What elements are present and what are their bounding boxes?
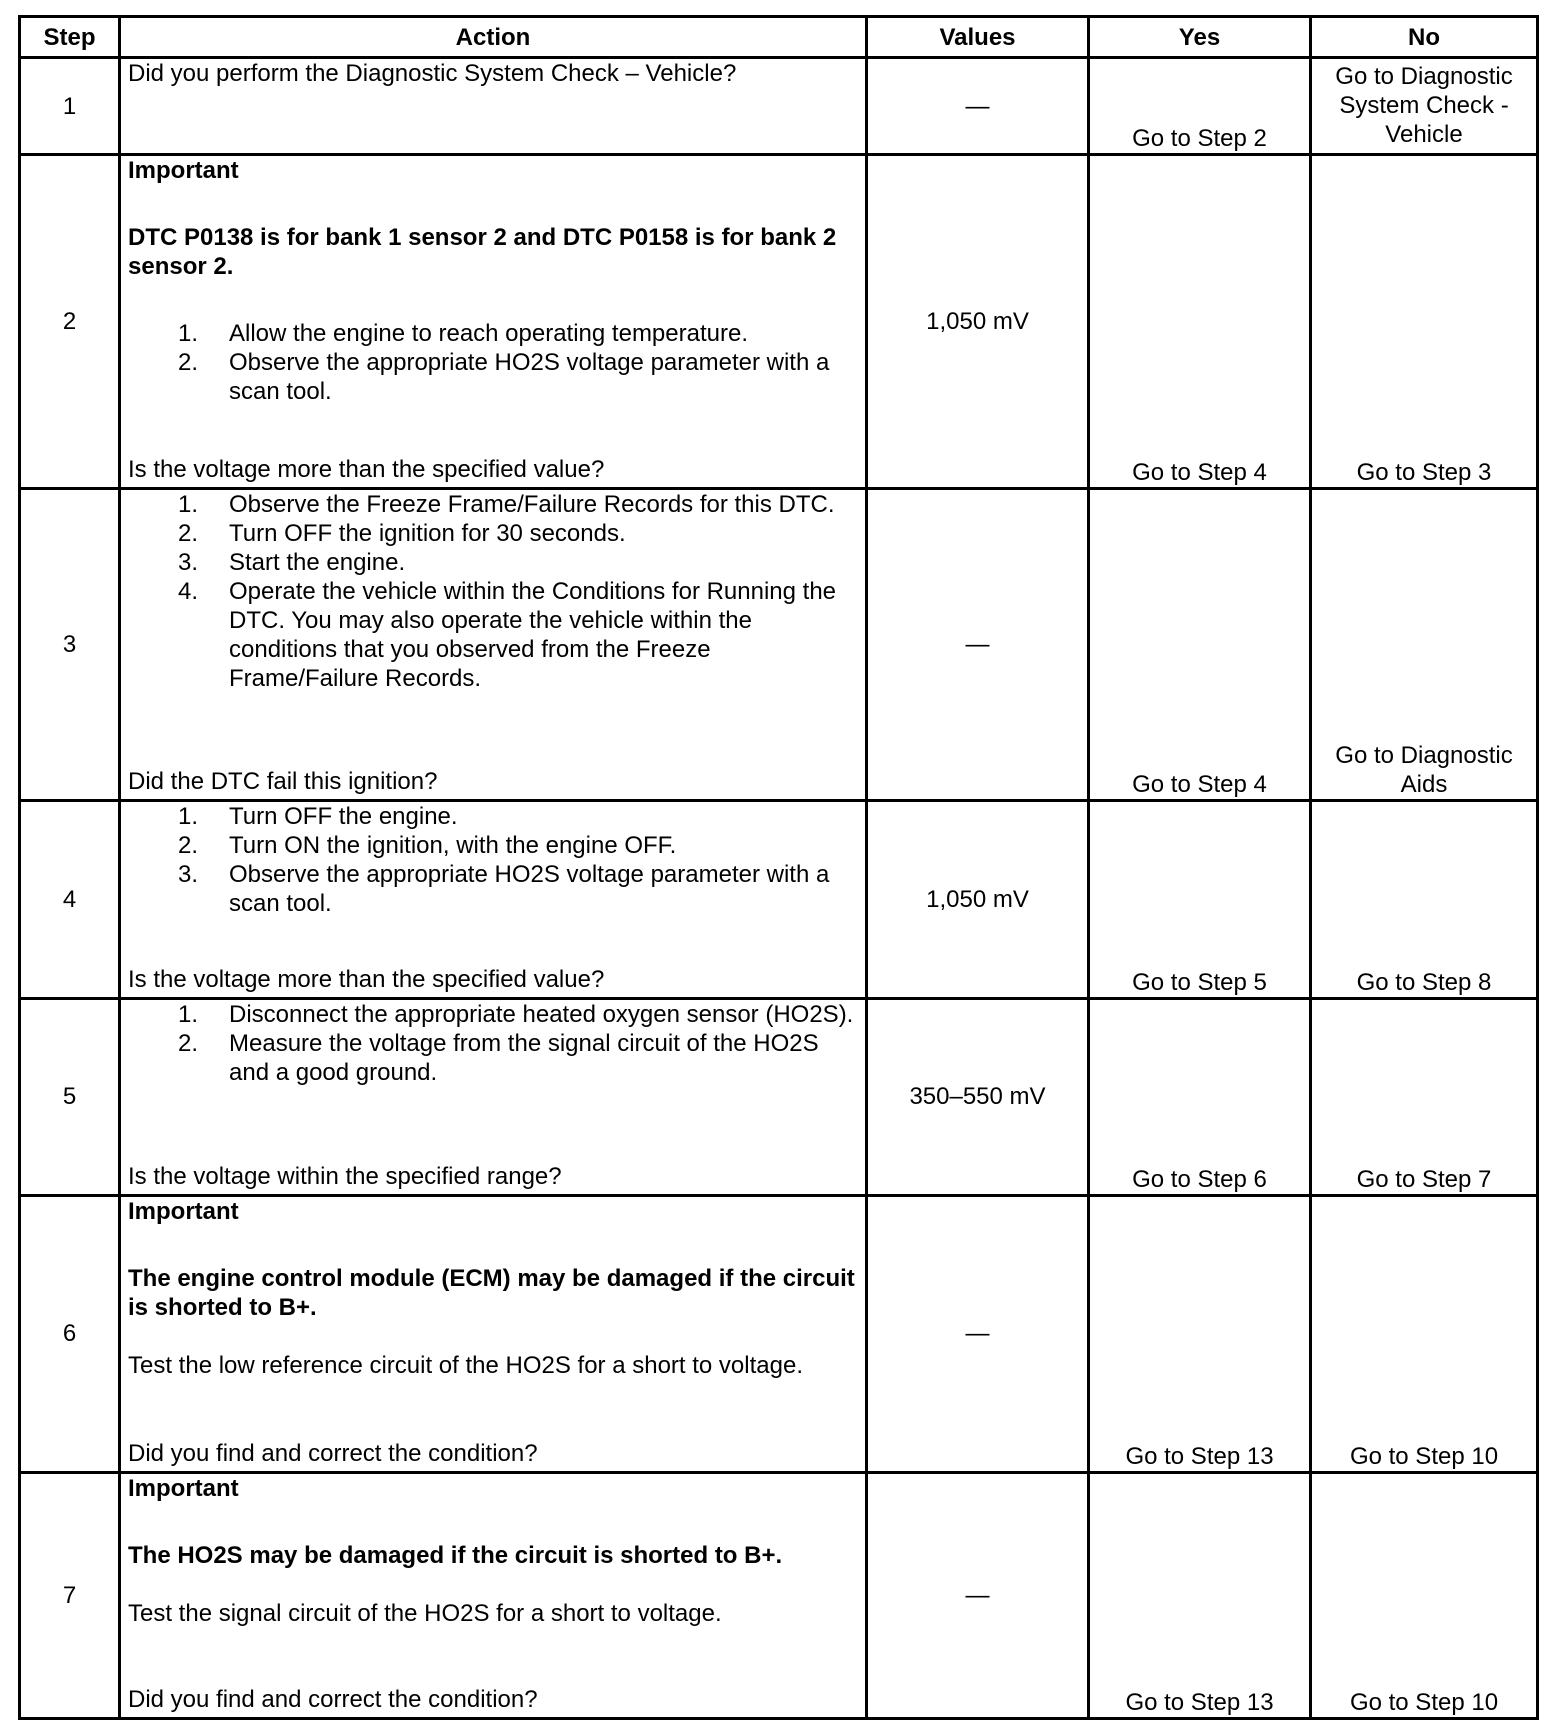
action-question: Did you find and correct the condition? xyxy=(128,1686,538,1713)
table-row-step-5 xyxy=(20,998,1538,1195)
no-cell: Go to Diagnostic Aids xyxy=(1311,488,1538,801)
no-cell: Go to Step 3 xyxy=(1311,155,1538,489)
instruction-list xyxy=(128,1000,858,1087)
action-cell xyxy=(120,58,867,155)
table-row-step-2 xyxy=(20,155,1538,489)
no-cell: Go to Step 7 xyxy=(1311,998,1538,1195)
yes-cell: Go to Step 6 xyxy=(1089,998,1311,1195)
yes-cell: Go to Step 2 xyxy=(1089,58,1311,155)
list-item: 1. Allow the engine to reach operating temperature. xyxy=(178,320,748,348)
important-label: Important xyxy=(128,1198,239,1226)
list-item: 2. Observe the appropriate HO2S voltage parameter with a scan tool. xyxy=(178,349,830,406)
value-cell: 1,050 mV xyxy=(867,155,1089,489)
action-paragraph: Test the low reference circuit of the HO2S for a short to voltage. xyxy=(128,1352,803,1380)
action-cell xyxy=(120,488,867,801)
step-number: 6 xyxy=(20,1196,120,1472)
action-question: Did you find and correct the condition? xyxy=(128,1439,538,1467)
yes-cell: Go to Step 13 xyxy=(1089,1196,1311,1472)
header-values: Values xyxy=(867,17,1089,58)
value-cell: — xyxy=(867,58,1089,155)
table-row-step-7 xyxy=(20,1472,1538,1719)
value-cell: — xyxy=(867,1472,1089,1719)
table-row-step-3 xyxy=(20,488,1538,801)
yes-cell: Go to Step 4 xyxy=(1089,488,1311,801)
step-number: 3 xyxy=(20,488,120,801)
header-step: Step xyxy=(20,17,120,58)
value-cell: — xyxy=(867,1196,1089,1472)
list-item: 4. Operate the vehicle within the Conditions for Running the DTC. You may also operate the vehicle within the conditions that you observed from the Freeze Frame/Failure Records. xyxy=(178,577,837,692)
diagnostic-table xyxy=(18,15,1539,1720)
list-item: 2. Measure the voltage from the signal circuit of the HO2S and a good ground. xyxy=(178,1029,819,1086)
header-yes: Yes xyxy=(1089,17,1311,58)
action-cell xyxy=(120,155,867,489)
value-cell: 350–550 mV xyxy=(867,998,1089,1195)
step-number: 1 xyxy=(20,58,120,155)
table-row-step-4 xyxy=(20,801,1538,998)
list-item: 3. Start the engine. xyxy=(178,548,406,576)
action-question: Is the voltage within the specified range? xyxy=(128,1163,562,1191)
important-text: DTC P0138 is for bank 1 sensor 2 and DTC P0158 is for bank 2 sensor 2. xyxy=(128,224,837,281)
list-item: 1. Observe the Freeze Frame/Failure Records for this DTC. xyxy=(178,490,835,518)
step-number: 7 xyxy=(20,1472,120,1719)
important-label: Important xyxy=(128,1474,239,1502)
important-label: Important xyxy=(128,157,239,185)
no-cell: Go to Step 10 xyxy=(1311,1196,1538,1472)
action-cell xyxy=(120,1472,867,1719)
instruction-list xyxy=(128,490,858,693)
step-number: 5 xyxy=(20,998,120,1195)
header-action: Action xyxy=(120,17,867,58)
yes-cell: Go to Step 5 xyxy=(1089,801,1311,998)
important-text: The engine control module (ECM) may be damaged if the circuit is shorted to B+. xyxy=(128,1265,855,1322)
header-row xyxy=(20,17,1538,58)
value-cell: — xyxy=(867,488,1089,801)
list-item: 1. Turn OFF the engine. xyxy=(178,803,458,831)
no-cell: Go to Step 8 xyxy=(1311,801,1538,998)
action-cell xyxy=(120,998,867,1195)
no-cell: Go to Diagnostic System Check - Vehicle xyxy=(1311,58,1538,155)
header-no: No xyxy=(1311,17,1538,58)
yes-cell: Go to Step 13 xyxy=(1089,1472,1311,1719)
list-item: 2. Turn OFF the ignition for 30 seconds. xyxy=(178,519,626,547)
action-question: Is the voltage more than the specified value? xyxy=(128,965,605,993)
step-number: 4 xyxy=(20,801,120,998)
action-cell xyxy=(120,801,867,998)
list-item: 3. Observe the appropriate HO2S voltage parameter with a scan tool. xyxy=(178,861,830,918)
important-text: The HO2S may be damaged if the circuit is shorted to B+. xyxy=(128,1541,783,1569)
table-row-step-6 xyxy=(20,1196,1538,1472)
value-cell: 1,050 mV xyxy=(867,801,1089,998)
action-question: Is the voltage more than the specified value? xyxy=(128,455,605,483)
list-item: 2. Turn ON the ignition, with the engine OFF. xyxy=(178,832,677,860)
yes-cell: Go to Step 4 xyxy=(1089,155,1311,489)
action-question: Did the DTC fail this ignition? xyxy=(128,768,438,796)
step-number: 2 xyxy=(20,155,120,489)
list-item: 1. Disconnect the appropriate heated oxygen sensor (HO2S). xyxy=(178,1000,854,1028)
action-question: Did you perform the Diagnostic System Check – Vehicle? xyxy=(128,60,737,87)
instruction-list xyxy=(128,802,858,918)
table-row-step-1 xyxy=(20,58,1538,155)
action-cell xyxy=(120,1196,867,1472)
no-cell: Go to Step 10 xyxy=(1311,1472,1538,1719)
instruction-list xyxy=(128,319,858,406)
action-paragraph: Test the signal circuit of the HO2S for a short to voltage. xyxy=(128,1599,722,1627)
